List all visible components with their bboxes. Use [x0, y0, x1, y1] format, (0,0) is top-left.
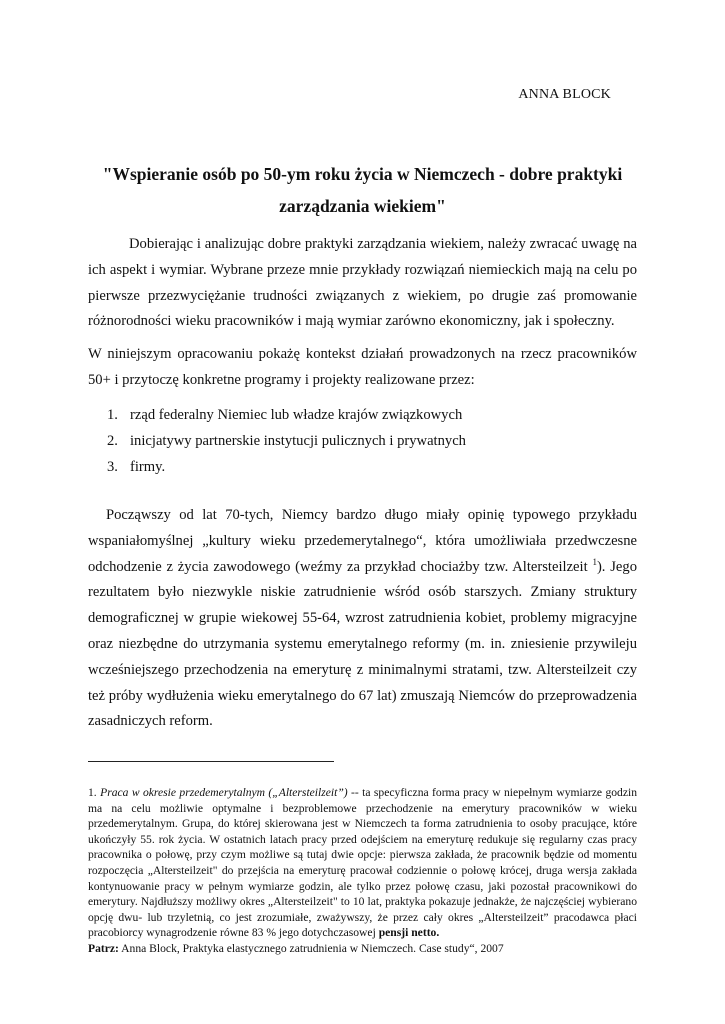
- footnote-bold-end: pensji netto.: [378, 926, 440, 940]
- paragraph-intro: Dobierając i analizując dobre praktyki zarządzania wiekiem, należy zwracać uwagę na ich aspekt i wymiar. Wybrane przeze mnie przykłady rozwiązań niemieckich mają na celu po pierwsze przezwyciężanie trudności związanych z wiekiem, po drugie zaś promowanie różnorodności wieku pracowników i mają wymiar zarówno ekonomiczny, jak i społeczny.: [88, 236, 637, 330]
- list-item-number: 1.: [107, 407, 118, 423]
- list-item: [107, 402, 627, 428]
- list-item-number: 3.: [107, 459, 118, 475]
- paragraph-history-end: ). Jego rezultatem było niezwykle niskie zatrudnienie wśród osób starszych. Zmiany struktury demograficznej w grupie wiekowej 55-64, wzrost zatrudnienia kobiet, problemy migracyjne oraz niezbędne do utrzymania systemu emerytalnego reformy (m. in. zniesienie przywileju wcześniejszego przechodzenia na emeryturę z minimalnymi stratami, tzw. Altersteilzeit czy też próby wydłużenia wieku emerytalnego do 67 lat) zmuszają Niemców do przeprowadzenia zasadniczych reform.: [88, 558, 637, 730]
- footnote-separator: [88, 761, 334, 762]
- footnote-number: 1.: [88, 786, 97, 799]
- footnote-body: -- ta specyficzna forma pracy w niepełnym wymiarze godzin ma na celu możliwie optymalne i bezproblemowe przechodzenie na emerytury pracowników w wieku przedemerytalnym. Grupa, do której skierowana jest w Niemczech ta forma zatrudnienia to osoby pracujące, które ukończyły 55. rok życia. W ostatnich latach pracy przed odejściem na emeryturę redukuje się regularny czas pracy pracownika o połowę, przy czym możliwe są tutaj dwie opcje: pierwsza zakłada, że pracownik będzie od momentu rozpoczęcia „Altersteilzeit" do przejścia na emeryturę pracował codziennie o połowę krócej, druga wersja zakłada kontynuowanie pracy w pełnym wymiarze godzin, ale tylko przez połowę czasu, jaki pozostał pracownikowi do emerytury. Najdłuższy możliwy okres „Altersteilzeit" to 10 lat, praktyka pokazuje jednakże, że najczęściej wybierano opcję dwu- lub trzyletnią, co jest zrozumiałe, zważywszy, że przez cały okres „Altersteilzeit” pracodawca płaci pracobiorcy wynagrodzenie równe 83 % jego dotychczasowej: [88, 786, 637, 940]
- list-item: [107, 454, 627, 480]
- list-item-text: rząd federalny Niemiec lub władze krajów związkowych: [130, 407, 463, 423]
- list-item-text: inicjatywy partnerskie instytucji pulicznych i prywatnych: [130, 433, 466, 449]
- footnote-term: Praca w okresie przedemerytalnym („Altersteilzeit”): [100, 786, 348, 799]
- footnote: [88, 785, 637, 957]
- paragraph-history: [88, 503, 637, 735]
- list-item: [107, 428, 627, 454]
- title-line-1: "Wspieranie osób po 50-ym roku życia w Niemczech - dobre praktyki: [102, 164, 623, 184]
- list-item-text: firmy.: [130, 459, 166, 475]
- list-item-number: 2.: [107, 433, 118, 449]
- footnote-reference[interactable]: 1: [592, 556, 597, 567]
- footnote-source-text: Anna Block, Praktyka elastycznego zatrudnienia w Niemczech. Case study“, 2007: [118, 941, 504, 955]
- paragraph-history-start: Począwszy od lat 70-tych, Niemcy bardzo długo miały opinię typowego przykładu wspaniałomyślnej „kultury wieku przedemerytalnego“, która umożliwiała przedwczesne odchodzenie z życia zawodowego (weźmy za przykład chociażby tzw. Altersteilzeit: [88, 507, 637, 575]
- author-name: ANNA BLOCK: [518, 87, 611, 102]
- footnote-source-label: Patrz:: [88, 941, 119, 955]
- paragraph-context: W niniejszym opracowaniu pokażę kontekst działań prowadzonych na rzecz pracowników 50+ i przytoczę konkretne programy i projekty realizowane przez:: [88, 346, 637, 388]
- title-line-2: zarządzania wiekiem": [279, 196, 446, 216]
- actors-list: [107, 402, 627, 480]
- document-title: [88, 158, 637, 222]
